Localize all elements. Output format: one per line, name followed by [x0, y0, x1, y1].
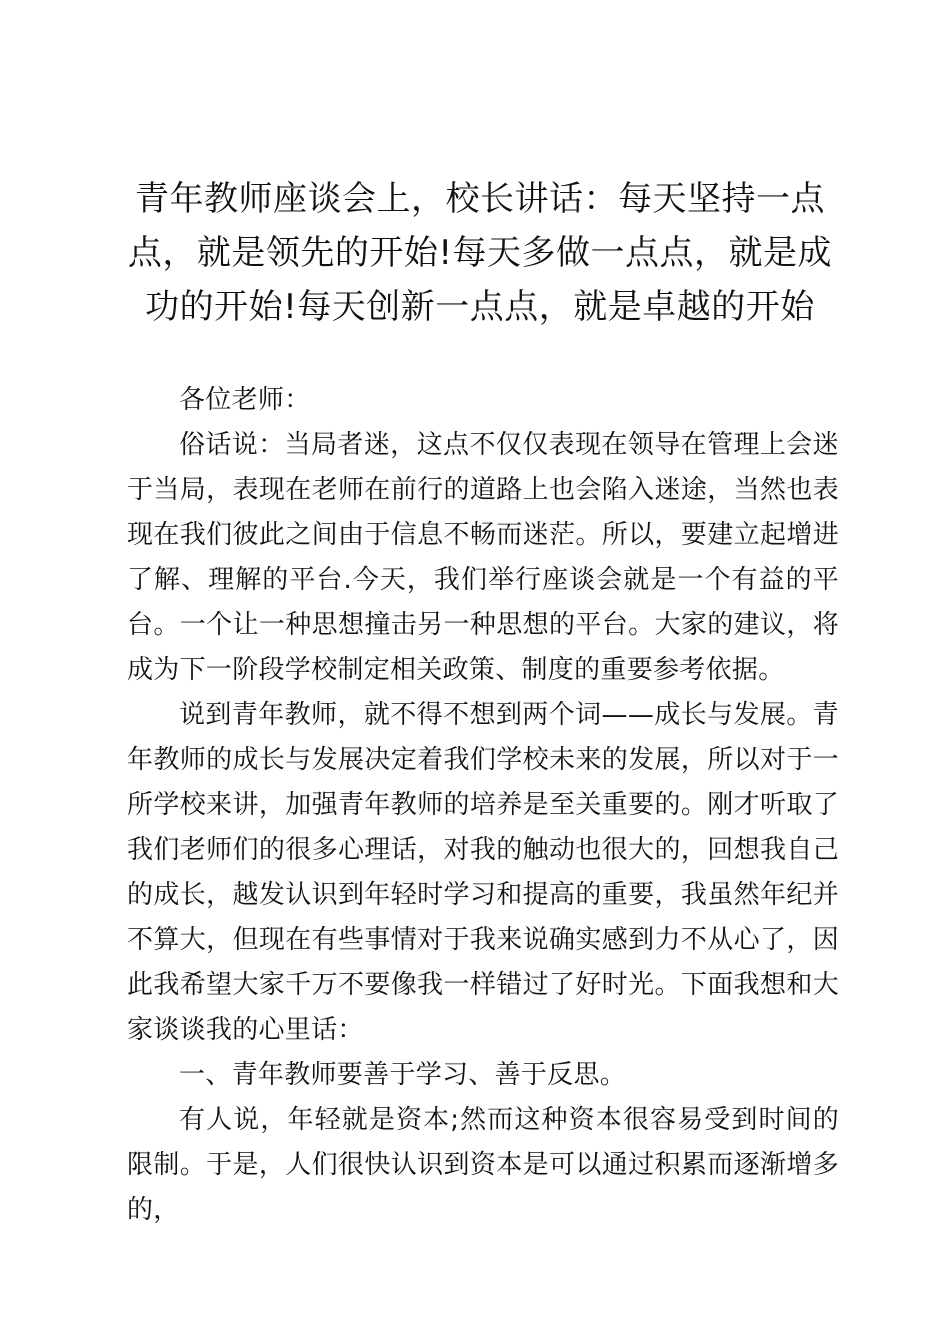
- document-title: 青年教师座谈会上，校长讲话：每天坚持一点点，就是领先的开始!每天多做一点点，就是成功的开始!每天创新一点点，就是卓越的开始: [127, 179, 833, 327]
- greeting-paragraph: 各位老师：: [179, 385, 311, 415]
- body-paragraph: 说到青年教师，就不得不想到两个词——成长与发展。青年教师的成长与发展决定着我们学校未来的发展，所以对于一所学校来讲，加强青年教师的培养是至关重要的。刚才听取了我们老师们的很多心理话，对我的触动也很大的，回想我自己的成长，越发认识到年轻时学习和提高的重要，我虽然年纪并不算大，但现在有些事情对于我来说确实感到力不从心了，因此我希望大家千万不要像我一样错过了好时光。下面我想和大家谈谈我的心里话：: [127, 700, 839, 1045]
- document-body: [127, 378, 839, 1233]
- body-paragraph: 俗话说：当局者迷，这点不仅仅表现在领导在管理上会迷于当局，表现在老师在前行的道路上也会陷入迷途，当然也表现在我们彼此之间由于信息不畅而迷茫。所以，要建立起增进了解、理解的平台.今天，我们举行座谈会就是一个有益的平台。一个让一种思想撞击另一种思想的平台。大家的建议，将成为下一阶段学校制定相关政策、制度的重要参考依据。: [127, 430, 839, 685]
- section-heading: 一、青年教师要善于学习、善于反思。: [179, 1060, 627, 1090]
- body-paragraph: 有人说，年轻就是资本;然而这种资本很容易受到时间的限制。于是，人们很快认识到资本是可以通过积累而逐渐增多的，: [127, 1105, 839, 1225]
